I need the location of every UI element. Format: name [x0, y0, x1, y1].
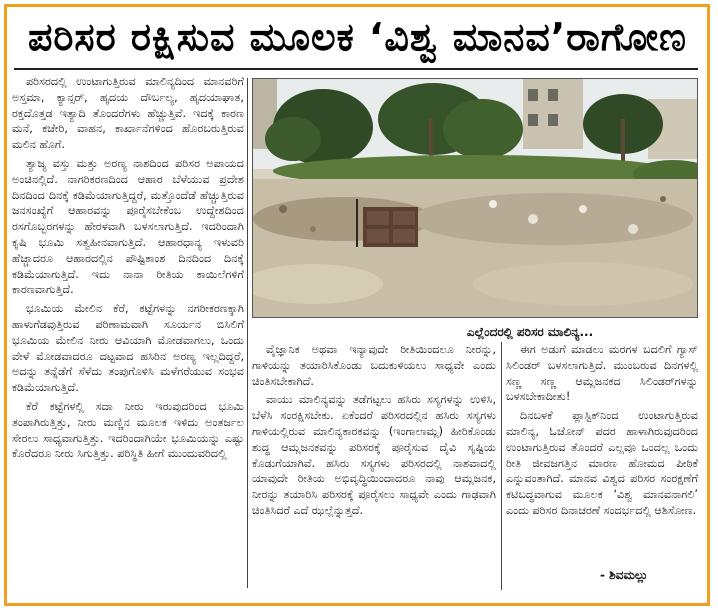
paragraph: ಈಗ ಅಡುಗೆ ಮಾಡಲು ಮರಗಳ ಬದಲಿಗೆ ಗ್ಯಾಸ್ ಸಿಲಿಂಡರ್ ಬಳಸಲಾಗುತ್ತಿದೆ. ಮುಂಬರುವ ದಿನಗಳಲ್ಲಿ ಸಣ್ಣ ಸಣ್ಣ ಆಮ್ಲಜನಕದ ಸಿಲಿಂಡರ್‌ಗಳನ್ನು ಬಳಸಬೇಕಾದೀತು! [506, 343, 698, 404]
column-1 [12, 74, 244, 590]
paragraph: ಕೆರೆ ಕಟ್ಟೆಗಳಲ್ಲಿ ಸದಾ ನೀರು ಇರುವುದರಿಂದ ಭೂಮಿ ತಂಪಾಗಿರುತ್ತಿತ್ತು, ನೀರು ಮಣ್ಣಿನ ಮೂಲಕ ಇಳಿದು ಅಂತರ್ಜಲ ಸೇರಲು ಸಾಧ್ಯವಾಗುತ್ತಿತ್ತು. ಇದರಿಂದಾಗಿಯೇ ಭೂಮಿಯನ್ನು ಎಷ್ಟು ಕೊರೆದರೂ ನೀರು ಸಿಗುತ್ತಿತ್ತು. ಪರಿಸ್ಥಿತಿ ಹೀಗೆ ಮುಂದುವರಿದಲ್ಲಿ [12, 399, 244, 461]
article-headline: ಪರಿಸರ ರಕ್ಷಿಸುವ ಮೂಲಕ ‘ವಿಶ್ವ ಮಾನವ’ರಾಗೋಣ [28, 15, 687, 59]
column-divider [247, 78, 248, 588]
column-divider [501, 342, 502, 590]
paragraph: ದಿನಬಳಕೆ ಪ್ಲಾಸ್ಟಿಕ್‌ನಿಂದ ಉಂಟಾಗುತ್ತಿರುವ ಮಾಲಿನ್ಯ, ಓಜೋನ್ ಪದರ ಹಾಳಾಗಿರುವುದರಿಂದ ಉಂಟಾಗುತ್ತಿರುವ ತೊಂದರೆ ಎಲ್ಲವೂ ಒಂದಲ್ಲ ಒಂದು ರೀತಿ ಜೀವಜಗತ್ತಿನ ಮಾರಣ ಹೋಮದ ಪೀಠಿಕೆ ಎನ್ನುವಂತಾಗಿದೆ. ಮಾನವ ವಿಶ್ವದ ಪರಿಸರ ಸಂರಕ್ಷಣೆಗೆ ಕಟಿಬದ್ಧವಾಗುವ ಮೂಲಕ ‘ವಿಶ್ವ ಮಾನವನಾಗಲಿ’ ಎಂದು ಪರಿಸರ ದಿನಾಚರಣೆ ಸಂದರ್ಭದಲ್ಲಿ ಆಶಿಸೋಣ. [506, 409, 698, 517]
headline-rule [14, 68, 698, 70]
photo-caption: ಎಲ್ಲೆಂದರಲ್ಲಿ ಪರಿಸರ ಮಾಲಿನ್ಯ... [466, 325, 594, 339]
paragraph: ಪರಿಸರದಲ್ಲಿ ಉಂಟಾಗುತ್ತಿರುವ ಮಾಲಿನ್ಯದಿಂದ ಮಾನವರಿಗೆ ಅಸ್ತಮಾ, ಕ್ಯಾನ್ಸರ್, ಹೃದಯ ದೌರ್ಬಲ್ಯ, ಹೃದಯಾಘಾತ, ರಕ್ತದೊತ್ತಡ ಇತ್ಯಾದಿ ತೊಂದರೆಗಳು ಹೆಚ್ಚುತ್ತಿವೆ. ಇದಕ್ಕೆ ಕಾರಣ ಮನೆ, ಕಚೇರಿ, ವಾಹನ, ಕಾರ್ಖಾನೆಗಳಿಂದ ಹೊರಬರುತ್ತಿರುವ ಮಲಿನ ಹೊಗೆ. [12, 75, 244, 152]
column-2 [252, 342, 496, 522]
paragraph: ವಾಯು ಮಾಲಿನ್ಯವನ್ನು ತಡೆಗಟ್ಟಲು ಹಸಿರು ಸಸ್ಯಗಳನ್ನು ಉಳಿಸಿ, ಬೆಳೆಸಿ ಸಂರಕ್ಷಿಸಬೇಕು. ಏಕೆಂದರೆ ಪರಿಸರದಲ್ಲಿನ ಹಸಿರು ಸಸ್ಯಗಳು ಗಾಳಿಯಲ್ಲಿರುವ ಮಾಲಿನ್ಯಕಾರಕವನ್ನು (ಇಂಗಾಲಾಮ್ಲ) ಹೀರಿಕೊಂಡು ಶುದ್ಧ ಆಮ್ಲಜನಕವನ್ನು ಪರಿಸರಕ್ಕೆ ಪೂರೈಸುವ ದೈವಿ ಸೃಷ್ಟಿಯ ಕೊಡುಗೆಯಾಗಿವೆ. ಹಸಿರು ಸಸ್ಯಗಳು ಪರಿಸರದಲ್ಲಿ ನಾಶವಾದಲ್ಲಿ ಯಾವುದೇ ರೀತಿಯ ಅಭಿವೃದ್ಧಿಯಿಂದಾದರೂ ನಾವು ಆಮ್ಲಜನಕ, ನೀರನ್ನು ತಯಾರಿಸಿ ಪರಿಸರಕ್ಕೆ ಪೂರೈಸಲು ಸಾಧ್ಯವೇ ಎಂದು ಗಾಢವಾಗಿ ಚಿಂತಿಸಿದರೆ ಎದೆ ಝಲ್ಲೆನ್ನುತ್ತದೆ. [252, 393, 496, 517]
column-3 [506, 342, 698, 592]
vacant-lot-image [253, 79, 698, 318]
author-byline: - ಶಿವಮಲ್ಲು [600, 568, 648, 582]
paragraph: ವೈಜ್ಞಾನಿಕ ಅಥವಾ ಇನ್ಯಾವುದೇ ರೀತಿಯಿಂದಲೂ ನೀರನ್ನು, ಗಾಳಿಯನ್ನು ತಯಾರಿಸಿಕೊಂಡು ಬದುಕುಳಿಯಲು ಸಾಧ್ಯವೇ ಎಂದು ಚಿಂತಿಸಬೇಕಾಗಿದೆ. [252, 343, 496, 388]
article-photo [252, 78, 698, 318]
paragraph: ತ್ಯಾಜ್ಯ ವಸ್ತು ಮತ್ತು ಅರಣ್ಯ ನಾಶದಿಂದ ಪರಿಸರ ಅಪಾಯದ ಅಂಚಿನಲ್ಲಿದೆ. ನಾಗರಿಕರಣದಿಂದ ಆಹಾರ ಬೆಳೆಯುವ ಪ್ರದೇಶ ದಿನದಿಂದ ದಿನಕ್ಕೆ ಕಡಿಮೆಯಾಗುತ್ತಿದ್ದರೆ, ಮತ್ತೊಂದೆಡೆ ಹೆಚ್ಚುತ್ತಿರುವ ಜನಸಂಖ್ಯೆಗೆ ಆಹಾರವನ್ನು ಪೂರೈಸಬೇಕೆಂಬ ಉದ್ದೇಶದಿಂದ ರಸಗೊಬ್ಬರಗಳನ್ನು ಹೇರಳವಾಗಿ ಬಳಸಲಾಗುತ್ತಿದೆ. ಇದರಿಂದಾಗಿ ಕೃಷಿ ಭೂಮಿ ಸತ್ವಹೀನವಾಗುತ್ತಿದೆ. ಆಹಾರಧಾನ್ಯ ಇಳುವರಿ ಹೆಚ್ಚಾದರೂ ಆಹಾರದಲ್ಲಿನ ಪೌಷ್ಟಿಕಾಂಶ ದಿನದಿಂದ ದಿನಕ್ಕೆ ಕಡಿಮೆಯಾಗುತ್ತಿದೆ. ಇದು ನಾನಾ ರೀತಿಯ ಕಾಯಿಲೆಗಳಿಗೆ ಕಾರಣವಾಗುತ್ತಿದೆ. [12, 156, 244, 297]
paragraph: ಭೂಮಿಯ ಮೇಲಿನ ಕೆರೆ, ಕಟ್ಟೆಗಳನ್ನು ನಗರೀಕರಣಕ್ಕಾಗಿ ಹಾಳುಗೆಡವುತ್ತಿರುವ ಪರಿಣಾಮವಾಗಿ ಸೂರ್ಯನ ಬಿಸಿಲಿಗೆ ಭೂಮಿಯ ಮೇಲಿನ ನೀರು ಆವಿಯಾಗಿ ಮೋಡವಾಗಲು, ಒಂದು ವೇಳೆ ಮೋಡವಾದರೂ ದಟ್ಟವಾದ ಹಸಿರಿನ ಅರಣ್ಯ ಇಲ್ಲದಿದ್ದರೆ, ಅದನ್ನು ತನ್ನೆಡೆಗೆ ಸೆಳೆದು ತಂಪುಗೊಳಿಸಿ ಮಳೆಗರೆಯುವ ಸಂಭವ ಕಡಿಮೆಯಾಗುತ್ತಿದೆ. [12, 302, 244, 395]
